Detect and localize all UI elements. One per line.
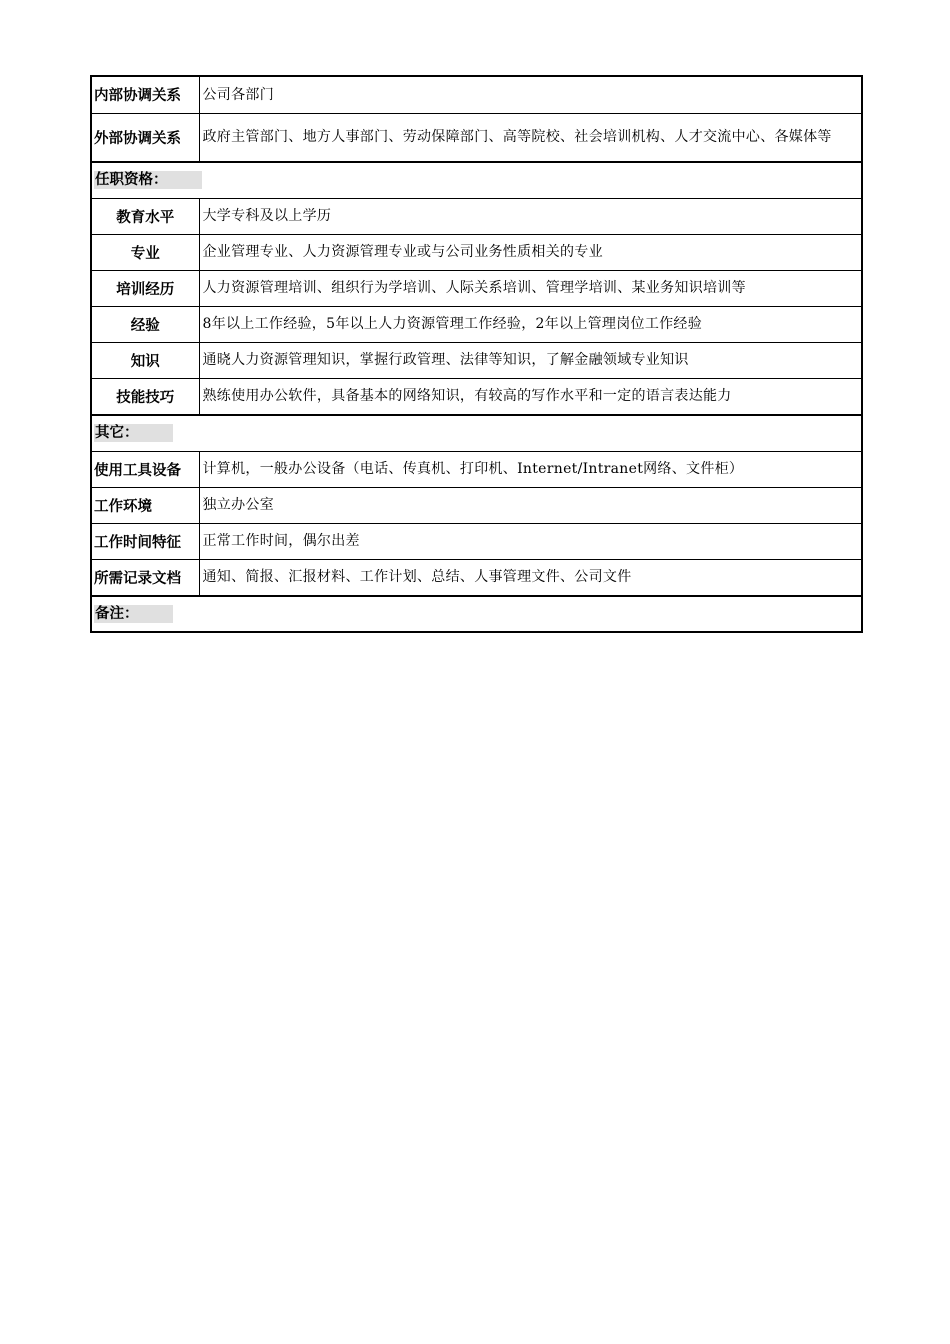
table-row: [91, 270, 862, 306]
row-label-environment: 工作环境: [91, 487, 199, 523]
table-row: [91, 234, 862, 270]
table-row: [91, 306, 862, 342]
section-row: [91, 596, 862, 632]
row-value-skills: 熟练使用办公软件，具备基本的网络知识，有较高的写作水平和一定的语言表达能力: [199, 378, 862, 415]
section-heading-remarks: 备注：: [94, 605, 173, 623]
row-label-internal-coordination: 内部协调关系: [91, 76, 199, 113]
row-label-external-coordination: 外部协调关系: [91, 113, 199, 162]
row-value-experience: 8年以上工作经验，5年以上人力资源管理工作经验，2年以上管理岗位工作经验: [199, 306, 862, 342]
section-row: [91, 415, 862, 451]
row-value-tools: 计算机，一般办公设备（电话、传真机、打印机、Internet/Intranet网络、文件柜）: [199, 451, 862, 487]
row-value-documents: 通知、简报、汇报材料、工作计划、总结、人事管理文件、公司文件: [199, 559, 862, 596]
section-heading-other: 其它：: [94, 424, 173, 442]
row-value-education: 大学专科及以上学历: [199, 198, 862, 234]
table-row: [91, 487, 862, 523]
row-label-education: 教育水平: [91, 198, 199, 234]
row-value-environment: 独立办公室: [199, 487, 862, 523]
section-row: [91, 162, 862, 198]
table-row: [91, 559, 862, 596]
table-row: [91, 451, 862, 487]
row-label-training: 培训经历: [91, 270, 199, 306]
row-value-work-time: 正常工作时间，偶尔出差: [199, 523, 862, 559]
row-value-knowledge: 通晓人力资源管理知识，掌握行政管理、法律等知识，了解金融领域专业知识: [199, 342, 862, 378]
row-value-internal-coordination: 公司各部门: [199, 76, 862, 113]
row-label-work-time: 工作时间特征: [91, 523, 199, 559]
section-heading-qualifications: 任职资格：: [94, 171, 202, 189]
row-value-major: 企业管理专业、人力资源管理专业或与公司业务性质相关的专业: [199, 234, 862, 270]
row-value-external-coordination: 政府主管部门、地方人事部门、劳动保障部门、高等院校、社会培训机构、人才交流中心、各媒体等: [199, 113, 862, 162]
row-label-skills: 技能技巧: [91, 378, 199, 415]
table-row: [91, 76, 862, 113]
row-label-major: 专业: [91, 234, 199, 270]
table-row: [91, 378, 862, 415]
table-row: [91, 198, 862, 234]
row-label-knowledge: 知识: [91, 342, 199, 378]
row-value-training: 人力资源管理培训、组织行为学培训、人际关系培训、管理学培训、某业务知识培训等: [199, 270, 862, 306]
table-row: [91, 523, 862, 559]
table-row: [91, 342, 862, 378]
table-row: [91, 113, 862, 162]
row-label-documents: 所需记录文档: [91, 559, 199, 596]
job-description-table: [90, 75, 863, 633]
row-label-tools: 使用工具设备: [91, 451, 199, 487]
row-label-experience: 经验: [91, 306, 199, 342]
